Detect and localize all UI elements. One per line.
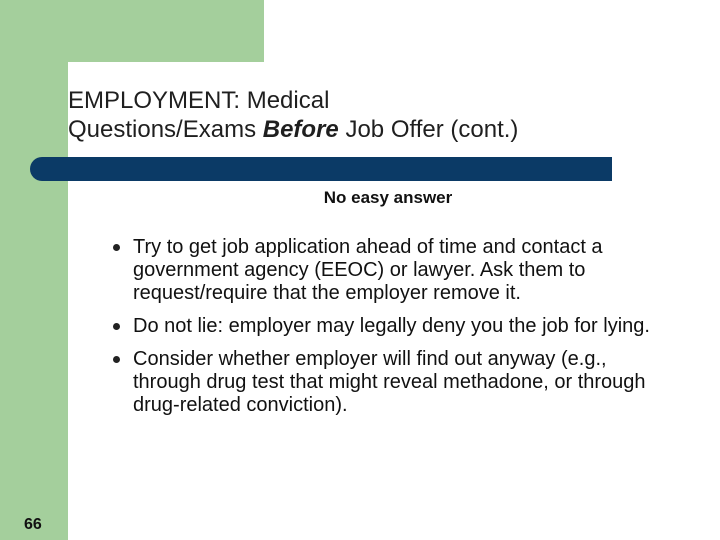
- bullet-dot-icon: [113, 356, 120, 363]
- bullet-text: Do not lie: employer may legally deny you the job for lying.: [133, 315, 650, 337]
- bullet-text: Try to get job application ahead of time and contact a government agency (EEOC) or lawyer. Ask them to request/require that the employer remove it.: [133, 236, 603, 304]
- slide-subtitle: No easy answer: [323, 188, 453, 207]
- bullet-item: [110, 348, 670, 417]
- bullet-text: Consider whether employer will find out anyway (e.g., through drug test that might reveal methadone, or through drug-related conviction).: [133, 348, 646, 416]
- bullet-dot-icon: [113, 323, 120, 330]
- bullet-list: [110, 236, 670, 427]
- slide-title: [68, 86, 648, 144]
- page-number: 66: [24, 516, 42, 533]
- title-emphasis: Before: [262, 116, 339, 143]
- title-line-1: EMPLOYMENT: Medical: [68, 87, 330, 114]
- title-line-2-prefix: Questions/Exams: [68, 116, 263, 143]
- bullet-item: [110, 315, 670, 338]
- bullet-item: [110, 236, 670, 305]
- title-underline-bar: [30, 157, 612, 181]
- decorative-green-strip: [0, 0, 68, 540]
- title-line-2-suffix: Job Offer (cont.): [338, 116, 519, 143]
- bullet-dot-icon: [113, 244, 120, 251]
